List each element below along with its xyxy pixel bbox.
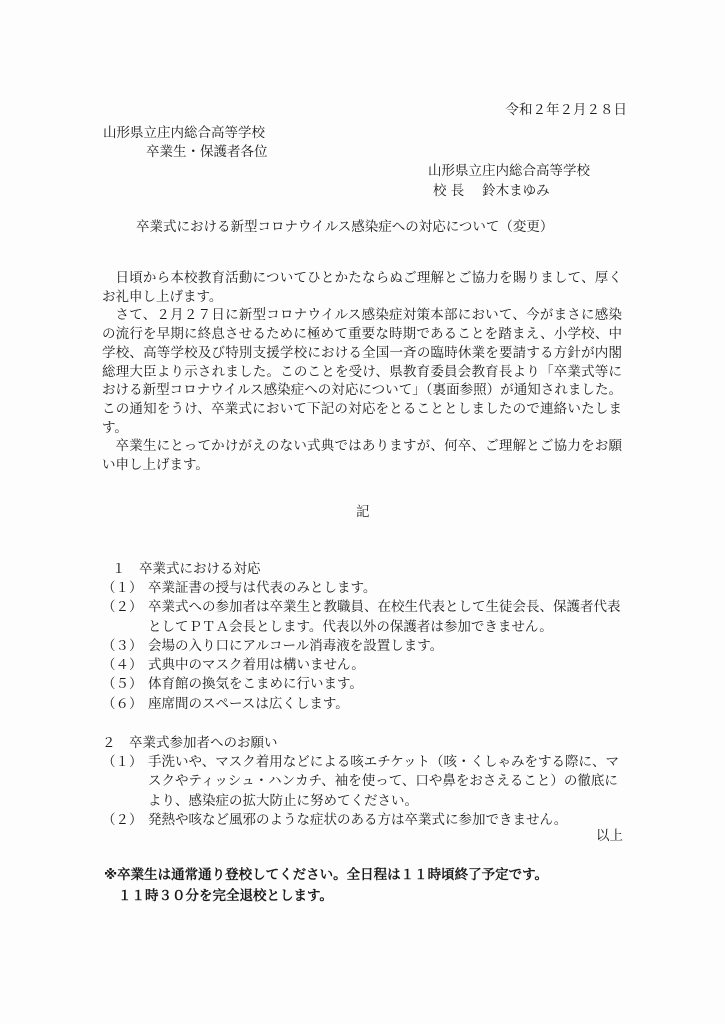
- notice-line-2: １１時３０分を完全退校とします。: [118, 888, 333, 904]
- list-item: （１） 手洗いや、マスク着用などによる咳エチケット（咳・くしゃみをする際に、マスクやティッシュ・ハンカチ、袖を使って、口や鼻をおさえること）の徹底により、感染症の拡大防止に努めてください。: [102, 754, 620, 809]
- list-item: （２） 卒業式への参加者は卒業生と教職員、在校生代表として生徒会長、保護者代表としてＰＴＡ会長とします。代表以外の保護者は参加できません。: [102, 599, 621, 635]
- document-date: 令和２年２月２８日: [505, 102, 627, 118]
- recipient-school: 山形県立庄内総合高等学校: [103, 125, 265, 141]
- main-paragraph: さて、２月２７日に新型コロナウイルス感染症対策本部において、今がまさに感染の流行を早期に終息させるために極めて重要な時期であることを踏まえ、小学校、中学校、高等学校及び特別支援学校における全国一斉の臨時休業を要請する方針が内閣総理大臣より示されました。このことを受け、県教育委員会教育長より「卒業式等における新型コロナウイルス感染症への対応について」（裏面参照）が通知されました。この通知をうけ、卒業式において下記の対応をとることとしましたので連絡いたします。: [102, 307, 622, 436]
- closing-paragraph: 卒業生にとってかけがえのない式典ではありますが、何卒、ご理解とご協力をお願い申し上げます。: [102, 438, 622, 474]
- ki-heading: 記: [356, 504, 370, 520]
- recipients: 卒業生・保護者各位: [146, 144, 268, 160]
- sender-school: 山形県立庄内総合高等学校: [428, 163, 590, 179]
- section1-list: [102, 579, 622, 714]
- list-item: （３） 会場の入り口にアルコール消毒液を設置します。: [102, 637, 444, 654]
- document-title: 卒業式における新型コロナウイルス感染症への対応について（変更）: [136, 219, 554, 235]
- notice-line-1: ※卒業生は通常通り登校してください。全日程は１１時頃終了予定です。: [104, 867, 549, 883]
- section2-heading: ２ 卒業式参加者へのお願い: [102, 735, 278, 751]
- body-text: [102, 269, 622, 475]
- section2-list: [102, 753, 622, 830]
- list-item: （１） 卒業証書の授与は代表のみとします。: [102, 580, 377, 596]
- list-item: （６） 座席間のスペースは広くします。: [102, 695, 349, 712]
- section1-heading: １ 卒業式における対応: [112, 561, 261, 577]
- greeting-paragraph: 日頃から本校教育活動についてひとかたならぬご理解とご協力を賜りまして、厚くお礼申し上げます。: [102, 270, 622, 305]
- end-mark: 以上: [596, 828, 623, 844]
- list-item: （４） 式典中のマスク着用は構いません。: [102, 657, 365, 674]
- list-item: （２） 発熱や咳など風邪のような症状のある方は卒業式に参加できません。: [102, 811, 568, 828]
- sender-name: 校 長 鈴木まゆみ: [433, 183, 550, 199]
- list-item: （５） 体育館の換気をこまめに行います。: [102, 676, 363, 693]
